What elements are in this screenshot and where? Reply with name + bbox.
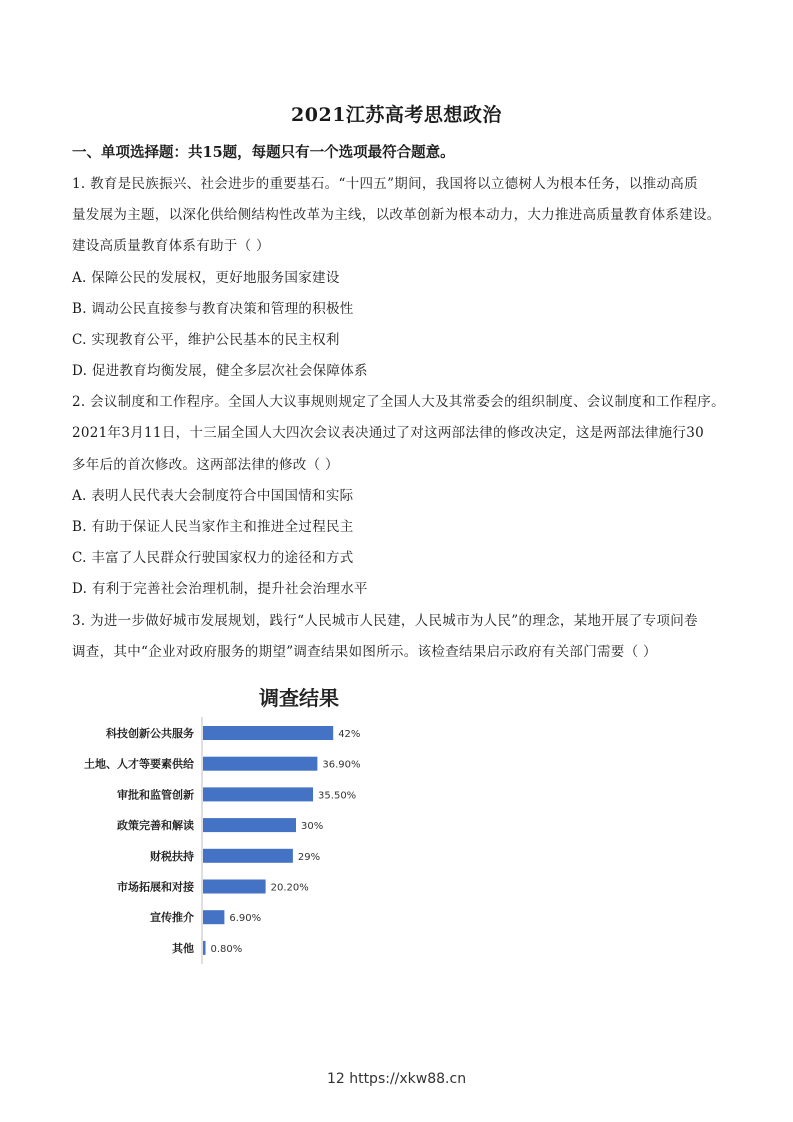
- q1-stem-line-3: 建设高质量教育体系有助于（ ）: [72, 238, 270, 254]
- chart-bar: [203, 849, 293, 863]
- chart-bar: [203, 818, 296, 832]
- chart-bar: [203, 941, 205, 955]
- chart-canvas: [72, 672, 592, 972]
- chart-value-label: 29%: [297, 851, 321, 863]
- q1-stem-line-2: 量发展为主题，以深化供给侧结构性改革为主线，以改革创新为根本动力，大力推进高质量教育体系建设。: [72, 207, 721, 223]
- chart-category-label: 审批和监管创新: [117, 788, 194, 802]
- chart-bar: [203, 787, 313, 801]
- chart-value-label: 36.90%: [322, 759, 361, 771]
- chart-value-label: 30%: [301, 821, 324, 833]
- chart-category-label: 财税扶持: [150, 849, 194, 863]
- section-heading: 一、单项选择题：共15题，每题只有一个选项最符合题意。: [72, 144, 455, 161]
- chart-category-label: 市场拓展和对接: [117, 880, 194, 894]
- q2-option-a: A. 表明人民代表大会制度符合中国国情和实际: [72, 488, 354, 504]
- chart-value-label: 6.90%: [229, 913, 262, 925]
- chart-bar: [203, 726, 333, 740]
- chart-bar: [203, 757, 317, 771]
- q2-option-c: C. 丰富了人民群众行驶国家权力的途径和方式: [72, 550, 354, 566]
- chart-bar: [203, 880, 266, 894]
- chart-category-label: 土地、人才等要素供给: [84, 757, 194, 771]
- q1-option-b: B. 调动公民直接参与教育决策和管理的积极性: [72, 301, 354, 317]
- survey-chart: [72, 672, 592, 972]
- q2-stem-line-3: 多年后的首次修改。这两部法律的修改（ ）: [72, 457, 339, 473]
- chart-value-label: 20.20%: [270, 882, 309, 894]
- q2-option-b: B. 有助于保证人民当家作主和推进全过程民主: [72, 519, 354, 535]
- chart-category-label: 宣传推介: [150, 911, 194, 925]
- chart-category-label: 政策完善和解读: [117, 819, 194, 833]
- q2-stem-line-1: 2. 会议制度和工作程序。全国人大议事规则规定了全国人大及其常委会的组织制度、会议制度和工作程序。: [72, 394, 725, 410]
- q1-stem-line-1: 1. 教育是民族振兴、社会进步的重要基石。“十四五”期间，我国将以立德树人为根本任务，以推动高质: [72, 176, 698, 192]
- page-title: 2021江苏高考思想政治: [291, 104, 502, 126]
- chart-bar: [203, 910, 224, 924]
- q1-option-a: A. 保障公民的发展权，更好地服务国家建设: [72, 270, 340, 286]
- q2-stem-line-2: 2021年3月11日，十三届全国人大四次会议表决通过了对这两部法律的修改决定，这是两部法律施行30: [72, 425, 705, 441]
- q1-option-d: D. 促进教育均衡发展，健全多层次社会保障体系: [72, 363, 368, 379]
- chart-value-label: 42%: [338, 729, 361, 740]
- chart-title: 调查结果: [259, 686, 339, 710]
- q1-option-c: C. 实现教育公平，维护公民基本的民主权利: [72, 332, 340, 348]
- chart-category-label: 其他: [172, 941, 194, 955]
- q3-stem-line-2: 调查，其中“企业对政府服务的期望”调查结果如图所示。该检查结果启示政府有关部门需要（ ）: [72, 644, 657, 660]
- q3-stem-line-1: 3. 为进一步做好城市发展规划，践行“人民城市人民建，人民城市为人民”的理念，某地开展了专项问卷: [72, 613, 698, 629]
- chart-value-label: 0.80%: [210, 943, 243, 955]
- q2-option-d: D. 有利于完善社会治理机制，提升社会治理水平: [72, 581, 368, 597]
- chart-value-label: 35.50%: [318, 790, 357, 802]
- page-footer: 12 https://xkw88.cn: [326, 1071, 467, 1087]
- chart-category-label: 科技创新公共服务: [106, 727, 194, 740]
